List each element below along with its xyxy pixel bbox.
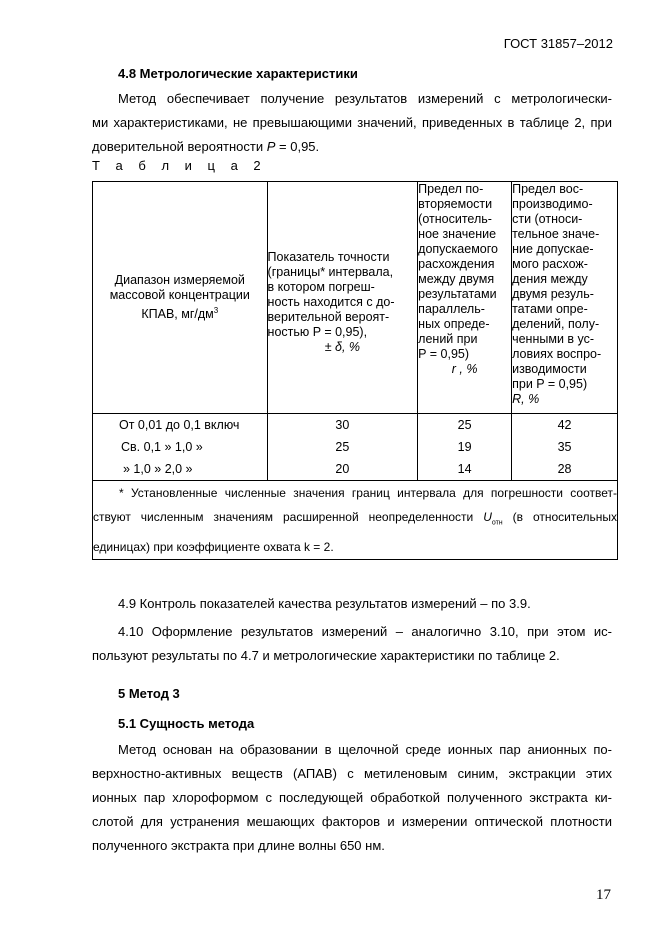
header-reproducibility-line: ние допускае- — [512, 242, 594, 256]
section-4-10 — [92, 620, 612, 668]
header-repeatability-line: параллель- — [418, 302, 485, 316]
header-reproducibility-line: сти (относи- — [512, 212, 583, 226]
header-repeatability-line: Предел по- — [418, 182, 484, 196]
header-reproducibility-line: ченными в ус- — [512, 332, 595, 346]
header-accuracy-line: ностью P = 0,95), — [267, 325, 368, 339]
header-reproducibility-line: мого расхож- — [512, 257, 588, 271]
delta-value: 25 — [335, 440, 350, 454]
header-repeatability-symbol: r , % — [451, 362, 478, 376]
cell-ranges — [93, 414, 268, 481]
range-1: От 0,01 до 0,1 включ — [119, 418, 240, 432]
s51-line-4: слотой для устранения мешающих факторов и измерении оптической плотности — [92, 814, 612, 829]
header-accuracy-line: (границы* интервала, — [267, 265, 394, 279]
table-data-row — [93, 414, 618, 481]
table-header-row — [93, 182, 618, 414]
header-accuracy-line: ность находится с до- — [267, 295, 395, 309]
page-number: 17 — [596, 887, 611, 903]
header-reproducibility-line: тельное значе- — [512, 227, 600, 241]
header-repeatability-line: ное значение — [418, 227, 497, 241]
header-repeatability-line: (относитель- — [418, 212, 492, 226]
range-2: Св. 0,1 » 1,0 » — [121, 440, 203, 454]
section-5-1-title: 5.1 Сущность метода — [118, 716, 255, 731]
delta-value: 20 — [335, 462, 350, 476]
header-accuracy-line: в котором погреш- — [267, 280, 375, 294]
section-5-1-text — [92, 738, 612, 858]
section-4-9: 4.9 Контроль показателей качества результатов измерений – по 3.9. — [118, 596, 531, 611]
footnote-line-2 — [93, 505, 617, 535]
footnote-line-1: * Установленные численные значения границ интервала для погрешности соответ- — [119, 486, 617, 500]
s410-line-1: 4.10 Оформление результатов измерений – аналогично 3.10, при этом ис- — [118, 624, 612, 639]
header-reproducibility-line: ловиях воспро- — [512, 347, 602, 361]
header-reproducibility-line: дения между — [512, 272, 588, 286]
s51-line-3: ионных пар хлороформом с последующей обработкой полученного экстракта ки- — [92, 790, 612, 805]
header-range-line-3 — [93, 303, 267, 322]
range-3: » 1,0 » 2,0 » — [123, 462, 193, 476]
header-repeatability-line: лений при — [418, 332, 478, 346]
cell-r — [418, 414, 512, 481]
header-reproducibility — [512, 182, 618, 414]
r-value: 19 — [457, 440, 472, 454]
R-value: 28 — [557, 462, 572, 476]
r-value: 25 — [457, 418, 472, 432]
header-range-sup: 3 — [213, 305, 219, 315]
header-reproducibility-line: Предел вос- — [512, 182, 584, 196]
cell-R — [512, 414, 618, 481]
footnote-line-2b: (в относительных — [502, 510, 617, 524]
header-reproducibility-line: при P = 0,95) — [512, 377, 588, 391]
s51-line-2: верхностно-активных веществ (АПАВ) с метиленовым синим, экстракции этих — [92, 766, 612, 781]
footnote-line-2a: ствуют численным значениям расширенной неопределенности — [93, 510, 484, 524]
header-reproducibility-line: двумя резуль- — [512, 287, 594, 301]
s48-p-symbol: P — [266, 139, 276, 154]
header-reproducibility-line: делений, полу- — [512, 317, 600, 331]
header-repeatability-line: допускаемого — [418, 242, 498, 256]
header-repeatability-line: P = 0,95) — [418, 347, 470, 361]
s51-line-5: полученного экстракта при длине волны 650 нм. — [92, 838, 385, 853]
s410-line-2: пользуют результаты по 4.7 и метрологические характеристики по таблице 2. — [92, 648, 560, 663]
s48-line-3 — [92, 135, 612, 159]
header-reproducibility-line: татами опре- — [512, 302, 588, 316]
s48-line-3a: доверительной вероятности — [92, 139, 267, 154]
r-value: 14 — [457, 462, 472, 476]
header-range — [93, 182, 268, 414]
table-2 — [92, 181, 618, 560]
header-range-line-2: массовой концентрации — [109, 287, 250, 302]
header-accuracy-line: верительной вероят- — [267, 310, 390, 324]
s51-line-1: Метод основан на образовании в щелочной среде ионных пар анионных по- — [118, 742, 612, 757]
range-list — [119, 414, 267, 480]
section-4-8-title: 4.8 Метрологические характеристики — [118, 66, 358, 81]
cell-delta — [267, 414, 418, 481]
section-5-title: 5 Метод 3 — [118, 686, 180, 701]
table-caption: Т а б л и ц а 2 — [92, 158, 267, 173]
s48-line-3c: = 0,95. — [275, 139, 320, 154]
header-reproducibility-symbol: R, % — [512, 392, 540, 406]
section-4-8-text — [92, 87, 612, 159]
header-repeatability-line: ных опреде- — [418, 317, 490, 331]
footnote-u-symbol: U — [483, 510, 492, 524]
R-value: 35 — [557, 440, 572, 454]
header-accuracy-line: Показатель точности — [267, 250, 390, 264]
s48-line-2: ми характеристиками, не превышающими значений, приведенных в таблице 2, при — [92, 115, 612, 130]
header-repeatability-line: между двумя — [418, 272, 495, 286]
header-accuracy-symbol: ± δ, % — [324, 340, 361, 354]
R-value: 42 — [557, 418, 572, 432]
footnote-line-3: единицах) при коэффициенте охвата k = 2. — [93, 540, 334, 555]
delta-value: 30 — [335, 418, 350, 432]
header-reproducibility-line: производимо- — [512, 197, 593, 211]
header-range-unit: КПАВ, мг/дм — [141, 307, 214, 322]
header-repeatability — [418, 182, 512, 414]
document-id: ГОСТ 31857–2012 — [503, 36, 613, 51]
header-range-line-1: Диапазон измеряемой — [114, 272, 245, 287]
s48-line-1: Метод обеспечивает получение результатов измерений с метрологически- — [118, 91, 612, 106]
table-footnote — [93, 481, 618, 560]
header-repeatability-line: вторяемости — [418, 197, 493, 211]
header-accuracy — [267, 182, 418, 414]
header-repeatability-line: расхождения — [418, 257, 495, 271]
header-repeatability-line: результатами — [418, 287, 497, 301]
header-reproducibility-line: изводимости — [512, 362, 587, 376]
table-footnote-row — [93, 481, 618, 560]
footnote-u-sub: отн — [491, 519, 503, 527]
